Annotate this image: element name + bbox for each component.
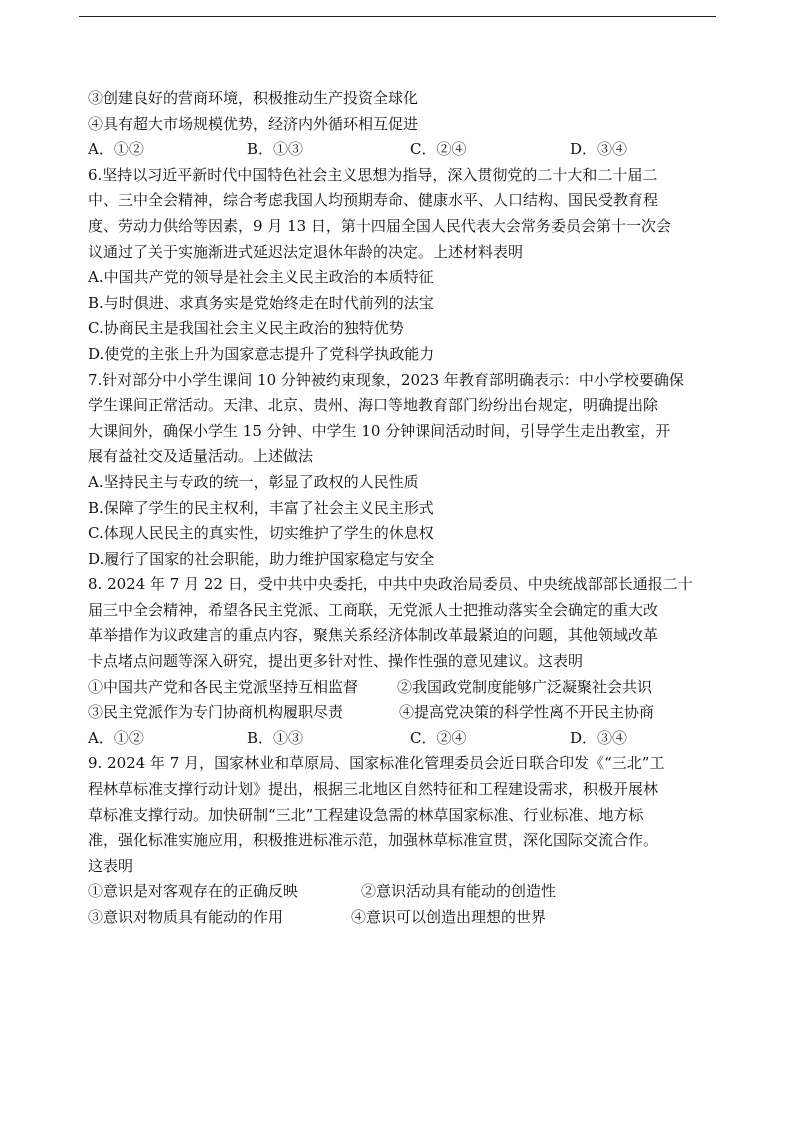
- q7-stem-line: 7.针对部分中小学生课间 10 分钟被约束现象，2023 年教育部明确表示：中小学校要确保: [88, 370, 684, 389]
- q8-option-d[interactable]: D．③④: [570, 728, 628, 747]
- q9-stem-line: 程林草标准支撑行动计划》提出，根据三北地区自然特征和工程建设需求，积极开展林: [88, 780, 659, 799]
- q8-statements-row-2: [88, 700, 710, 726]
- q7-option-b[interactable]: B.保障了学生的民主权利，丰富了社会主义民主形式: [88, 498, 434, 517]
- q8-stem-line: 8. 2024 年 7 月 22 日，受中共中央委托，中共中央政治局委员、中央统战部部长通报二十: [88, 575, 693, 594]
- q8-stem-line: 革举措作为议政建言的重点内容，聚焦关系经济体制改革最紧迫的问题，其他领域改革: [88, 626, 659, 645]
- q8-statement-1: ①中国共产党和各民主党派坚持互相监督: [88, 677, 359, 696]
- q9-stem-line: 准，强化标准实施应用，积极推进标准示范，加强林草标准宣贯，深化国际交流合作。: [88, 831, 659, 850]
- q9-stem-line: 草标准支撑行动。加快研制“三北”工程建设急需的林草国家标准、行业标准、地方标: [88, 805, 644, 824]
- q8-stem: [88, 572, 710, 674]
- q8-statement-3: ③民主党派作为专门协商机构履职尽责: [88, 703, 344, 722]
- q6-option-b[interactable]: B.与时俱进、求真务实是党始终走在时代前列的法宝: [88, 293, 434, 312]
- q9-stem-line: 9. 2024 年 7 月，国家林业和草原局、国家标准化管理委员会近日联合印发《“三北”工: [88, 754, 665, 773]
- q5-option-d[interactable]: D．③④: [570, 140, 628, 159]
- q7-stem: [88, 368, 710, 470]
- q8-statement-4: ④提高党决策的科学性离不开民主协商: [399, 703, 655, 722]
- q5-option-b[interactable]: B．①③: [247, 140, 304, 159]
- q9-statements-row-2: [88, 905, 710, 931]
- q8-statements-row-1: [88, 675, 710, 701]
- q9-statement-3: ③意识对物质具有能动的作用: [88, 908, 284, 926]
- q5-statement-4: ④具有超大市场规模优势，经济内外循环相互促进: [88, 114, 419, 133]
- q7-option-a[interactable]: A.坚持民主与专政的统一，彰显了政权的人民性质: [88, 472, 419, 491]
- q8-stem-line: 卡点堵点问题等深入研究，提出更多针对性、操作性强的意见建议。这表明: [88, 652, 584, 671]
- q8-options: [88, 726, 710, 752]
- q5-statement-3: ③创建良好的营商环境，积极推动生产投资全球化: [88, 89, 419, 107]
- q8-stem-line: 届三中全会精神，希望各民主党派、工商联，无党派人士把推动落实全会确定的重大改: [88, 600, 659, 619]
- q9-stem-line: 这表明: [88, 856, 134, 875]
- q6-stem-line: 中、三中全会精神，综合考虑我国人均预期寿命、健康水平、人口结构、国民受教育程: [88, 191, 659, 210]
- q9-statement-2: ②意识活动具有能动的创造性: [361, 882, 557, 901]
- q6-option-a[interactable]: A.中国共产党的领导是社会主义民主政治的本质特征: [88, 268, 434, 287]
- exam-page-content: [88, 86, 710, 931]
- q8-statement-2: ②我国政党制度能够广泛凝聚社会共识: [397, 677, 653, 696]
- page-top-rule: [79, 16, 716, 17]
- q9-statement-1: ①意识是对客观存在的正确反映: [88, 882, 299, 901]
- q6-option-c[interactable]: C.协商民主是我国社会主义民主政治的独特优势: [88, 319, 404, 338]
- q7-stem-line: 展有益社交及适量活动。上述做法: [88, 447, 314, 466]
- q7-stem-line: 大课间外，确保小学生 15 分钟、中学生 10 分钟课间活动时间，引导学生走出教室，开: [88, 421, 671, 440]
- q5-option-a[interactable]: A．①②: [88, 140, 144, 159]
- q5-options: [88, 137, 710, 163]
- q9-stem: [88, 751, 710, 879]
- q8-option-c[interactable]: C．②④: [410, 728, 467, 747]
- q6-stem-line: 6.坚持以习近平新时代中国特色社会主义思想为指导，深入贯彻党的二十大和二十届二: [88, 165, 658, 184]
- q8-option-b[interactable]: B．①③: [247, 728, 304, 747]
- q6-stem-line: 议通过了关于实施渐进式延迟法定退休年龄的决定。上述材料表明: [88, 242, 524, 261]
- q9-statement-4: ④意识可以创造出理想的世界: [351, 908, 547, 926]
- q5-option-c[interactable]: C．②④: [410, 140, 467, 159]
- q8-option-a[interactable]: A．①②: [88, 728, 144, 747]
- q7-option-c[interactable]: C.体现人民民主的真实性，切实维护了学生的休息权: [88, 524, 434, 543]
- q6-option-d[interactable]: D.使党的主张上升为国家意志提升了党科学执政能力: [88, 344, 435, 363]
- q7-option-d[interactable]: D.履行了国家的社会职能，助力维护国家稳定与安全: [88, 549, 435, 568]
- q9-statements-row-1: [88, 879, 710, 905]
- q6-stem-line: 度、劳动力供给等因素，9 月 13 日，第十四届全国人民代表大会常务委员会第十一次会: [88, 216, 671, 235]
- q7-stem-line: 学生课间正常活动。天津、北京、贵州、海口等地教育部门纷纷出台规定，明确提出除: [88, 396, 659, 415]
- q6-stem: [88, 163, 710, 265]
